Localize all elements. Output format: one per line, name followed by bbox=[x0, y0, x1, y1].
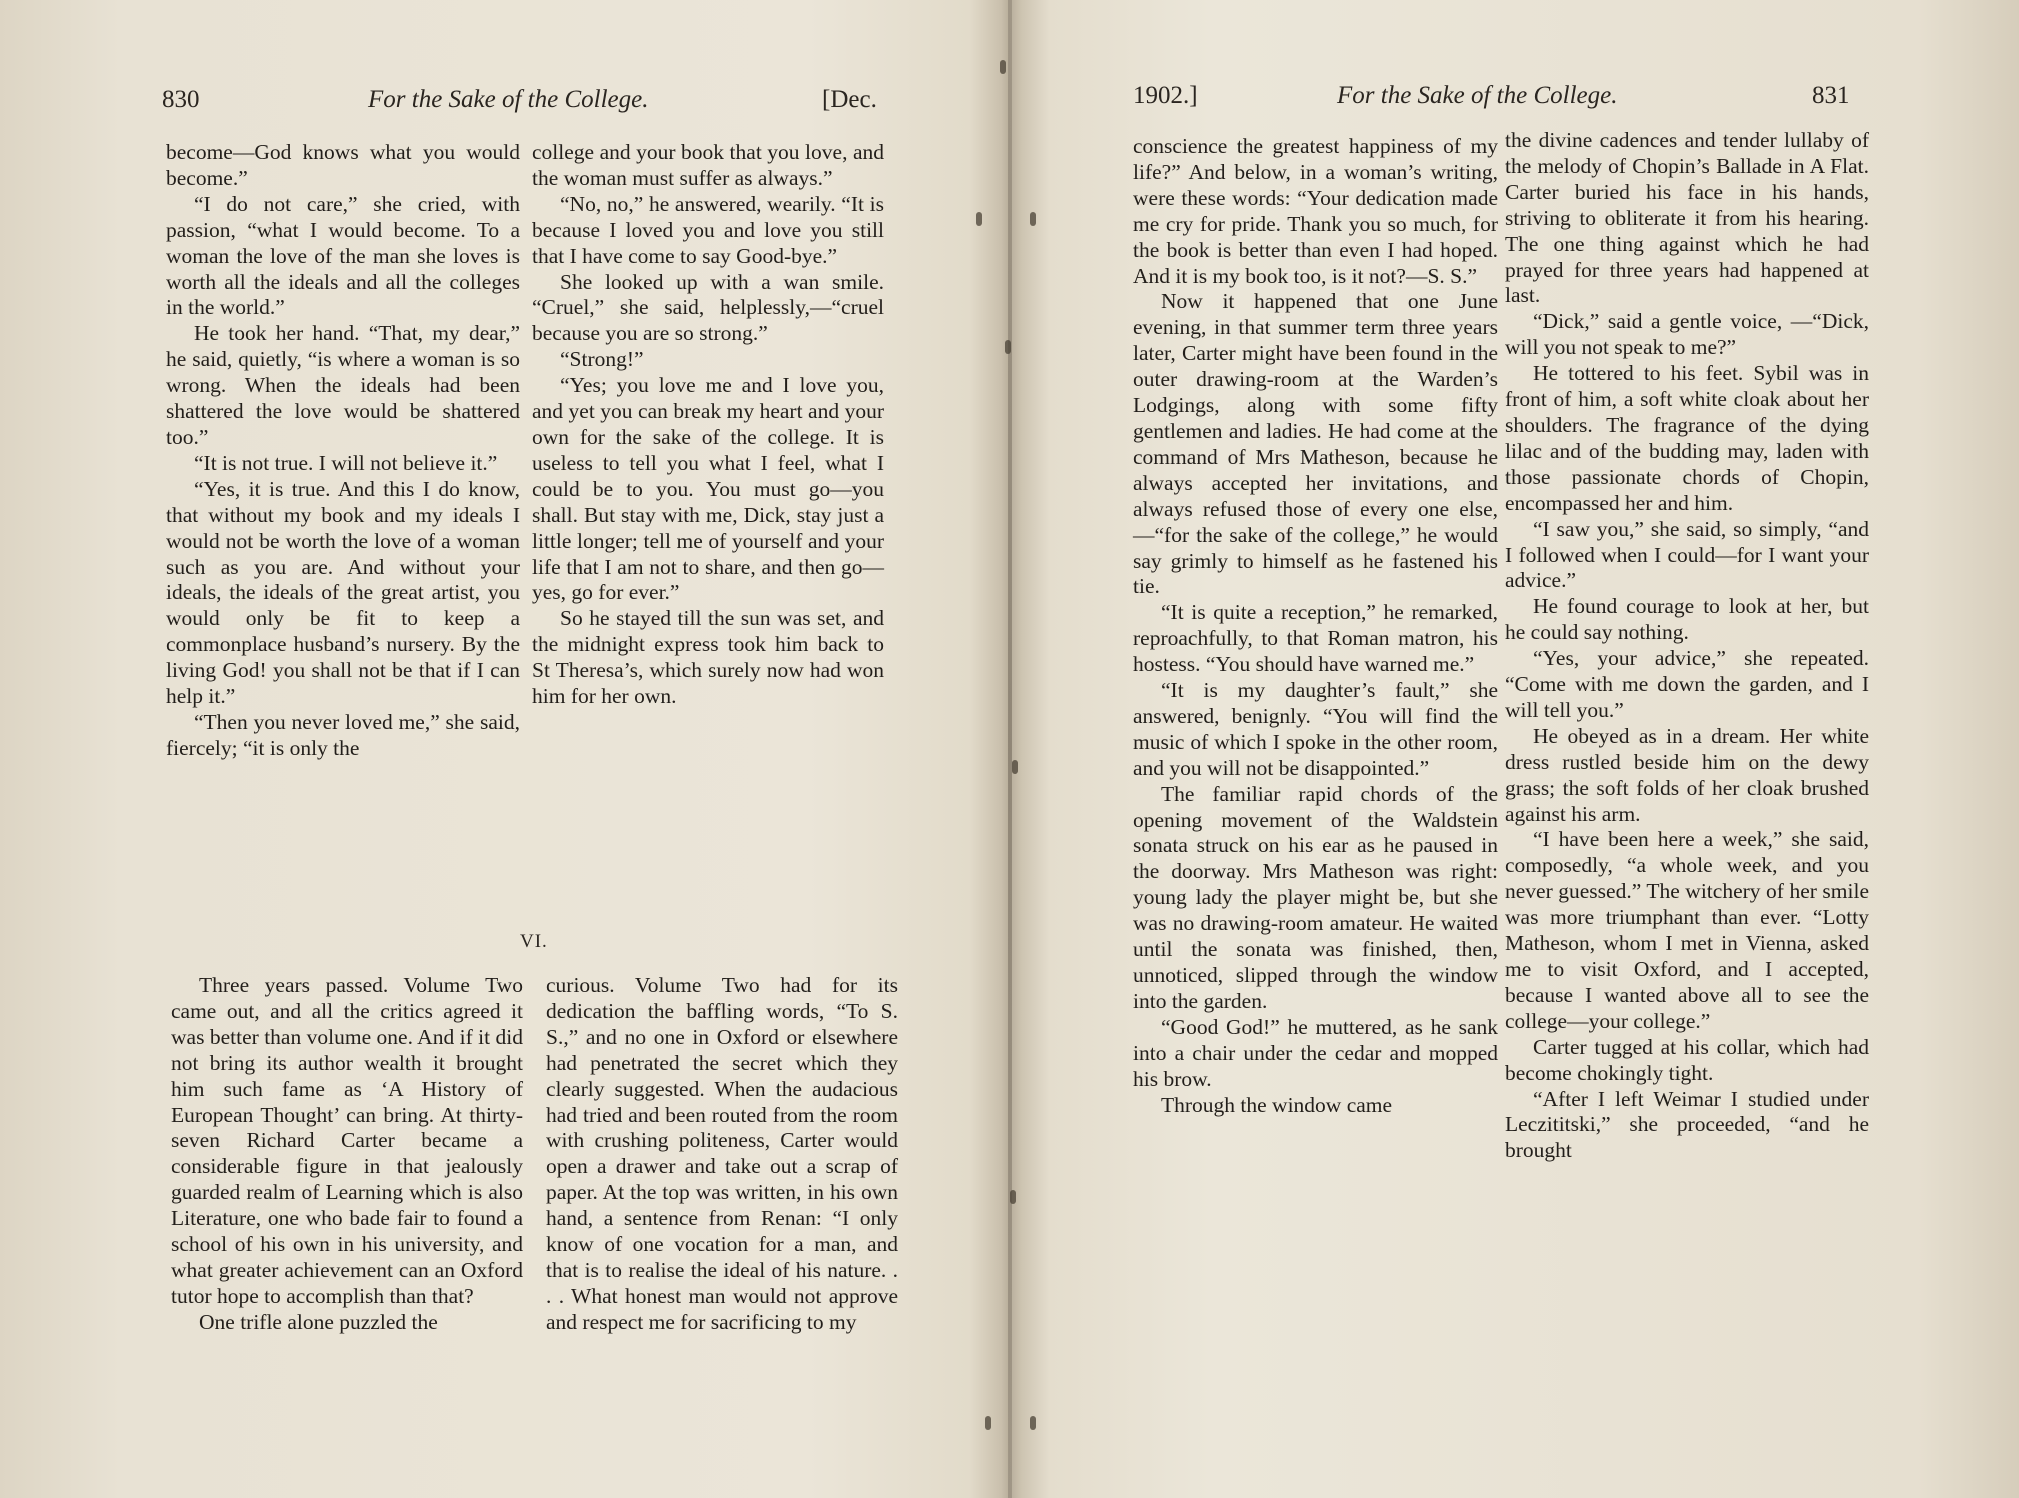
paragraph: Now it happened that one June evening, in that summer term three years later, Carter might have been found in the outer drawing-room at the Warden’s Lodgings, along with some fifty gentlemen and ladies. He had come at the command of Mrs Matheson, because he always accepted her invitations, and always refused those of every one else,—“for the sake of the college,” he would say grimly to himself as he fastened his tie. bbox=[1133, 289, 1498, 599]
paragraph: “Yes, it is true. And this I do know, that without my book and my ideals I would not be worth the love of a woman such as you are. And without your ideals, the ideals of the great artist, you would only be fit to keep a commonplace husband’s nursery. By the living God! you shall not be that if I can help it.” bbox=[166, 476, 520, 709]
paragraph: “It is not true. I will not believe it.” bbox=[194, 450, 498, 475]
paragraph: become—God knows what you would become.” bbox=[166, 140, 520, 190]
left-page bbox=[0, 0, 1005, 1498]
paragraph: Carter tugged at his collar, which had become chokingly tight. bbox=[1505, 1034, 1869, 1085]
text-column-2 bbox=[532, 140, 884, 710]
paragraph: One trifle alone puzzled the bbox=[199, 1309, 438, 1334]
paragraph: “Strong!” bbox=[560, 347, 644, 372]
right-page bbox=[1015, 0, 2019, 1498]
paragraph: The familiar rapid chords of the opening movement of the Waldstein sonata struck on his ear as he paused in the doorway. Mrs Matheson was right: young lady the player might be, but she was no drawing-room amateur. He waited until the sonata was finished, then, unnoticed, slipped through the window into the garden. bbox=[1133, 781, 1498, 1013]
page-number: 830 bbox=[162, 86, 200, 113]
paragraph: “Good God!” he muttered, as he sank into a chair under the cedar and mopped his brow. bbox=[1133, 1014, 1498, 1091]
text-column-4 bbox=[546, 973, 898, 1336]
running-title: For the Sake of the College. bbox=[1337, 82, 1618, 109]
book-gutter bbox=[1008, 0, 1012, 1498]
text-column-3 bbox=[171, 973, 523, 1336]
date-mark: [Dec. bbox=[822, 86, 877, 113]
paragraph: “Then you never loved me,” she said, fiercely; “it is only the bbox=[166, 709, 520, 760]
paragraph: She looked up with a wan smile. “Cruel,” she said, helplessly,—“cruel because you are so strong.” bbox=[532, 269, 884, 346]
paragraph: college and your book that you love, and the woman must suffer as always.” bbox=[532, 140, 884, 190]
section-number: VI. bbox=[520, 931, 548, 952]
paragraph: He tottered to his feet. Sybil was in front of him, a soft white cloak about her shoulders. The fragrance of the dying lilac and of the budding may, laden with those passionate chords of Chopin, encompassed her and him. bbox=[1505, 361, 1869, 515]
running-title: For the Sake of the College. bbox=[368, 86, 649, 113]
paragraph: Through the window came bbox=[1161, 1092, 1393, 1117]
paragraph: So he stayed till the sun was set, and the midnight express took him back to St Theresa’s, which surely now had won him for her own. bbox=[532, 606, 884, 709]
text-column-1 bbox=[166, 140, 520, 762]
paragraph: “I do not care,” she cried, with passion, “what I would become. To a woman the love of the man she loves is worth all the ideals and all the colleges in the world.” bbox=[166, 191, 520, 320]
paragraph: He found courage to look at her, but he could say nothing. bbox=[1505, 594, 1869, 645]
paragraph: “Yes; you love me and I love you, and yet you can break my heart and your own for the sake of the college. It is useless to tell you what I feel, what I could be to you. You must go—you shall. But stay with me, Dick, stay just a little longer; tell me of yourself and your life that I am not to share, and then go—yes, go for ever.” bbox=[532, 373, 884, 605]
text-column-2 bbox=[1505, 128, 1869, 1164]
paragraph: “Yes, your advice,” she repeated. “Come with me down the garden, and I will tell you.” bbox=[1505, 646, 1869, 722]
paragraph: Three years passed. Volume Two came out, and all the critics agreed it was better than volume one. And if it did not bring its author wealth it brought him such fame as ‘A History of European Thought’ can bring. At thirty-seven Richard Carter became a considerable figure in that jealously guarded realm of Learning which is also Literature, one who bade fair to found a school of his own in his university, and what greater achievement can an Oxford tutor hope to accomplish than that? bbox=[171, 973, 523, 1308]
paragraph: “It is my daughter’s fault,” she answered, benignly. “You will find the music of which I spoke in the other room, and you will not be disappointed.” bbox=[1133, 678, 1498, 780]
paragraph: “No, no,” he answered, wearily. “It is because I loved you and love you still that I have come to say Good-bye.” bbox=[532, 191, 884, 268]
page-number: 831 bbox=[1812, 82, 1850, 109]
paragraph: the divine cadences and tender lullaby of the melody of Chopin’s Ballade in A Flat. Carter buried his face in his hands, striving to obliterate it from his hearing. The one thing against which he had prayed for three years had happened at last. bbox=[1505, 128, 1869, 308]
date-mark: 1902.] bbox=[1133, 82, 1198, 109]
paragraph: “Dick,” said a gentle voice, —“Dick, will you not speak to me?” bbox=[1505, 309, 1869, 360]
binding-mark bbox=[1005, 340, 1011, 354]
paragraph: He took her hand. “That, my dear,” he said, quietly, “is where a woman is so wrong. When the ideals had been shattered the love would be shattered too.” bbox=[166, 321, 520, 449]
running-head-left bbox=[0, 86, 1005, 126]
paragraph: “I saw you,” she said, so simply, “and I followed when I could—for I want your advice.” bbox=[1505, 516, 1869, 593]
running-head-right bbox=[1015, 82, 2019, 122]
paragraph: “I have been here a week,” she said, composedly, “a whole week, and you never guessed.” The witchery of her smile was more triumphant than ever. “Lotty Matheson, whom I met in Vienna, asked me to visit Oxford, and I accepted, because I wanted above all to see the college—your college.” bbox=[1505, 827, 1869, 1033]
text-column-1 bbox=[1133, 134, 1498, 1118]
paragraph: curious. Volume Two had for its dedication the baffling words, “To S. S.,” and no one in Oxford or elsewhere had penetrated the secret which they clearly suggested. When the audacious had tried and been routed from the room with crushing politeness, Carter would open a drawer and take out a scrap of paper. At the top was written, in his own hand, a sentence from Renan: “I only know of one vocation for a man, and that is to realise the ideal of his nature. . . . What honest man would not approve and respect me for sacrificing to my bbox=[546, 973, 898, 1334]
paragraph: “It is quite a reception,” he remarked, reproachfully, to that Roman matron, his hostess. “You should have warned me.” bbox=[1133, 600, 1498, 677]
paragraph: conscience the greatest happiness of my life?” And below, in a woman’s writing, were these words: “Your dedication made me cry for pride. Thank you so much, for the book is better than even I had hoped. And it is my book too, is it not?—S. S.” bbox=[1133, 134, 1498, 288]
paragraph: He obeyed as in a dream. Her white dress rustled beside him on the dewy grass; the soft folds of her cloak brushed against his arm. bbox=[1505, 723, 1869, 826]
paragraph: “After I left Weimar I studied under Leczititski,” she proceeded, “and he brought bbox=[1505, 1086, 1869, 1163]
